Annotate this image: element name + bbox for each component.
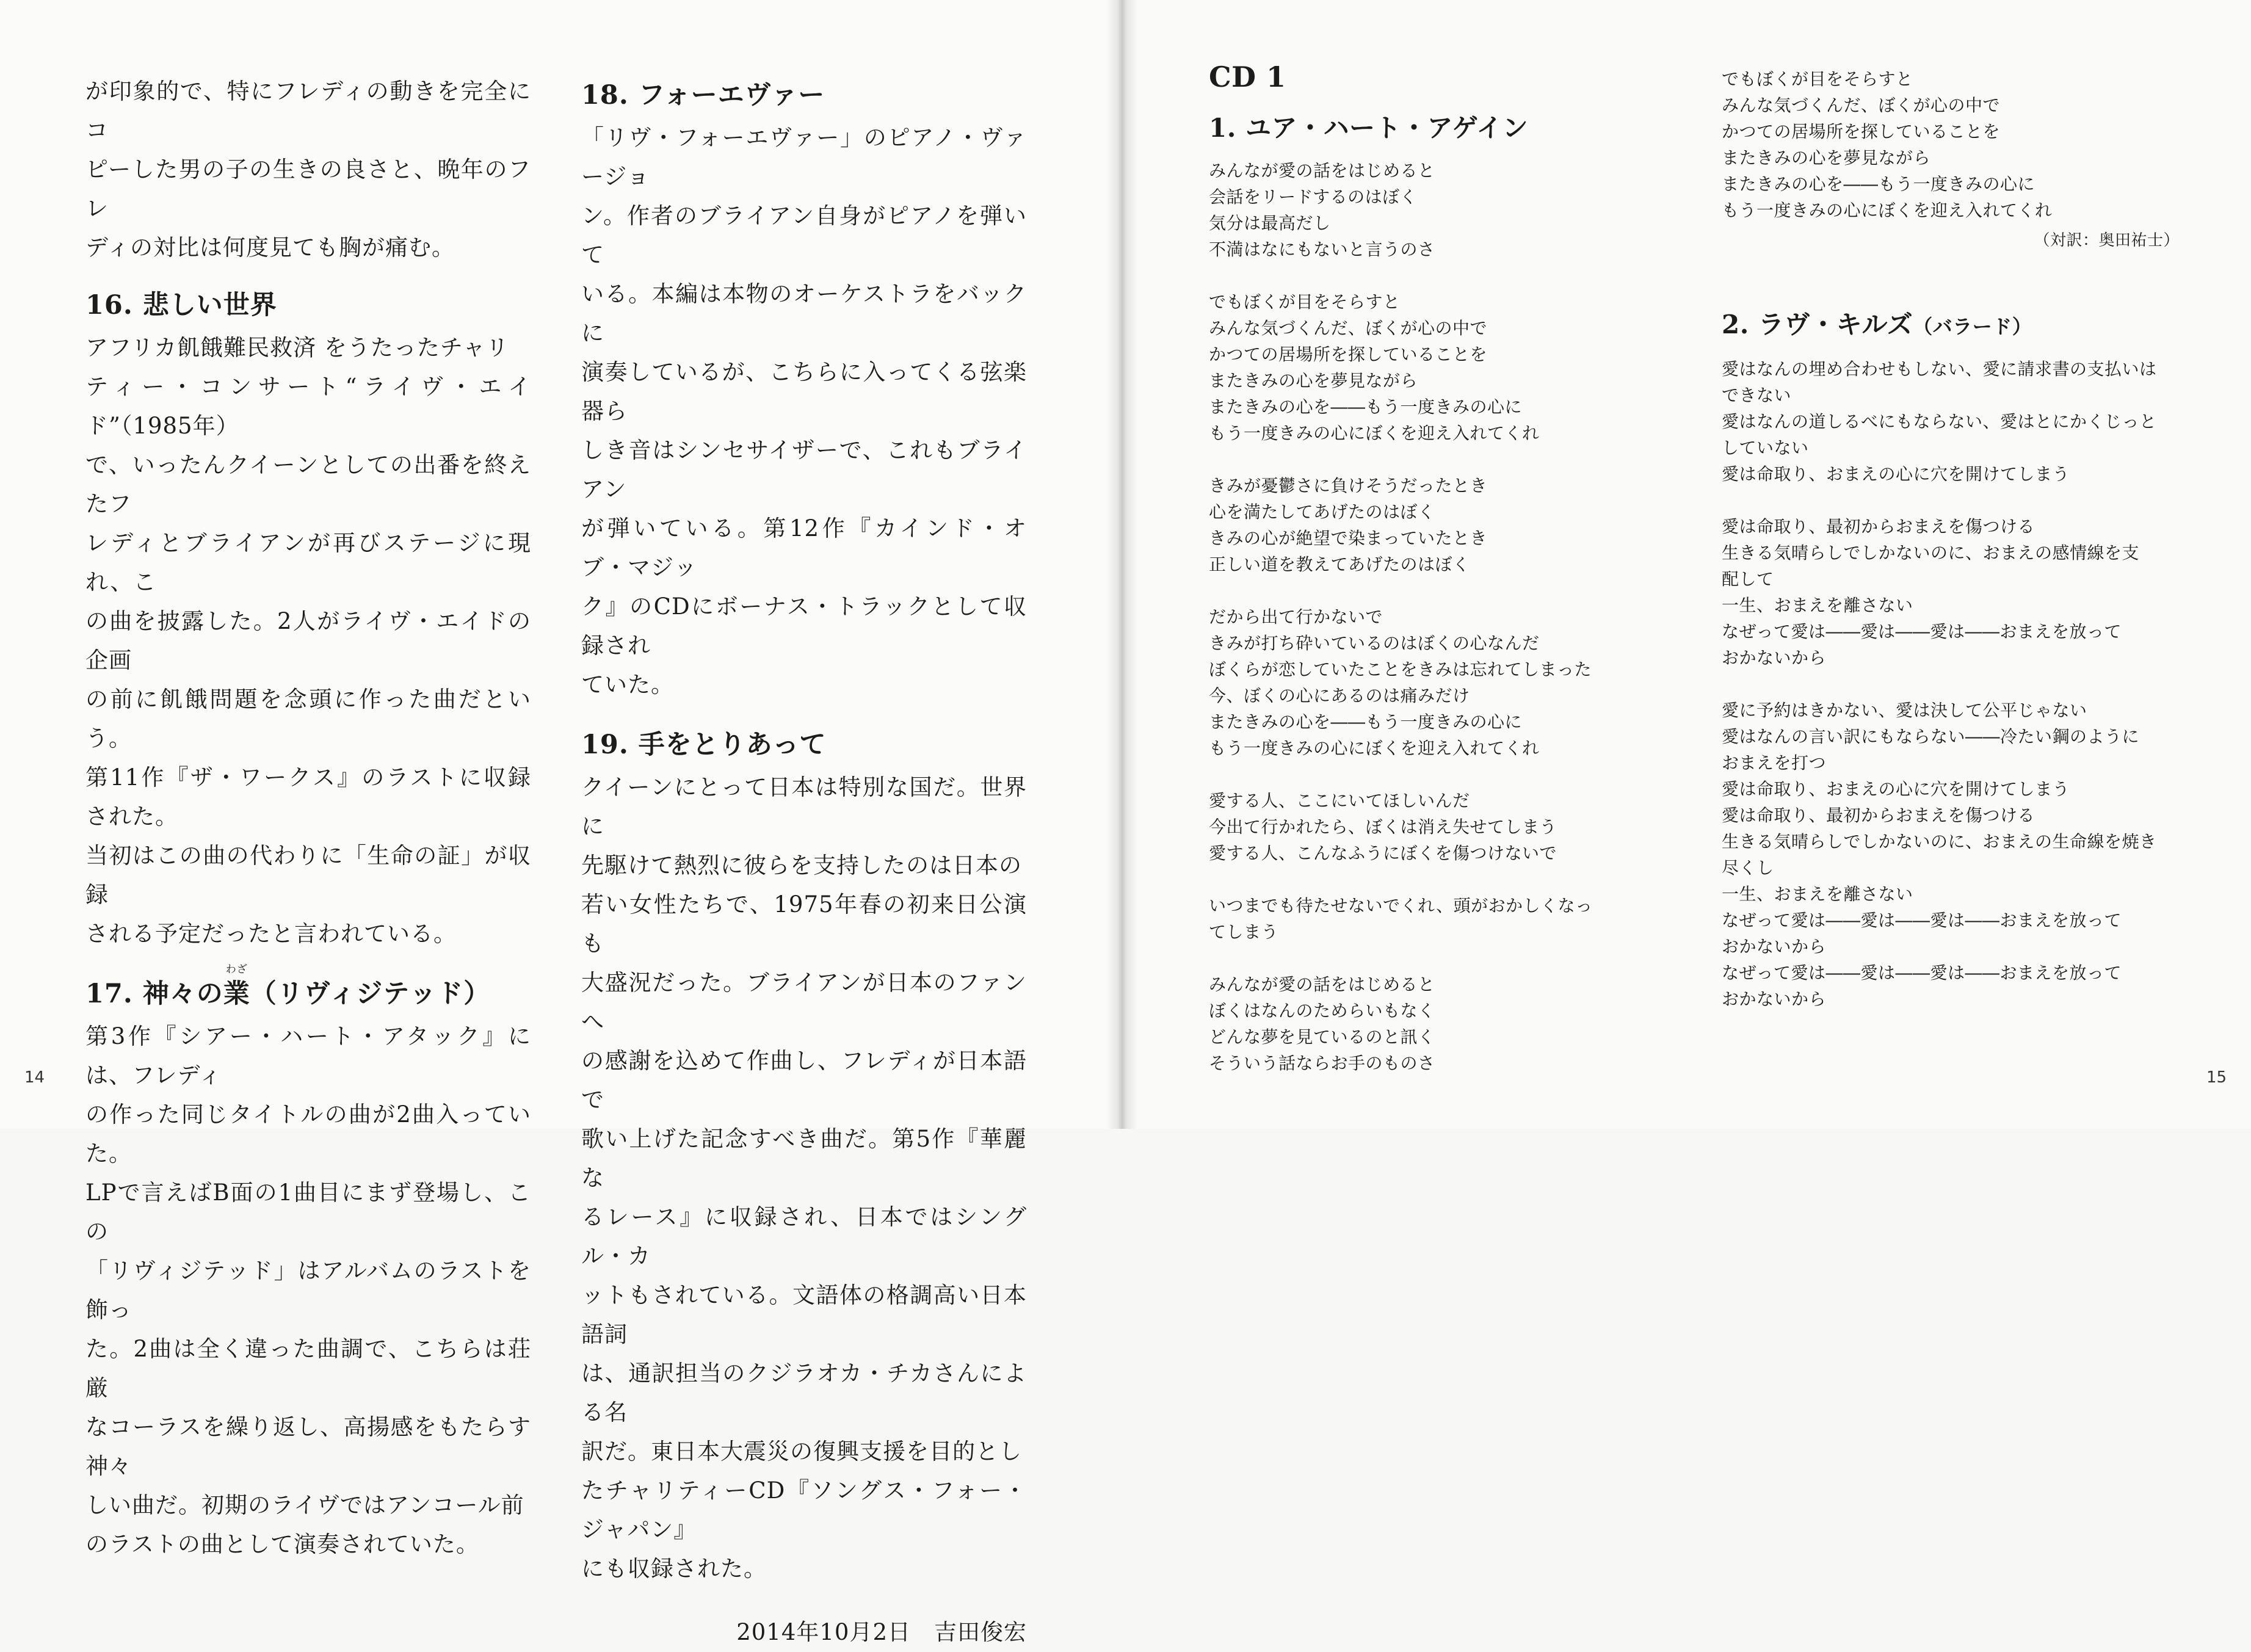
left-column-1 [85,72,531,1564]
right-page [1122,0,2251,1129]
ruby-base: 業 [223,979,250,1009]
section-18-body: 「リヴ・フォーエヴァー」のピアノ・ヴァージョ ン。作者のブライアン自身がピアノを弾いて いる。本編は本物のオーケストラをバックに 演奏しているが、こちらに入ってくる弦楽器ら しき音はシンセサイザーで、これもブライアン が弾いている。第12作『カインド・オブ・マジッ ク』のCDにボーナス・トラックとして収録され ていた。 [581,125,1027,698]
song1-stanza-1: みんなが愛の話をはじめると 会話をリードするのはぼく 気分は最高だし 不満はなにもないと言うのさ [1209,161,1435,259]
section-17-title [85,963,531,1013]
section-17-title-suffix: （リヴィジテッド） [250,979,491,1009]
book-gutter [1106,0,1138,1129]
signature-date-author: 2014年10月2日 吉田俊宏 [736,1619,1027,1645]
translator-credit: （対訳：奥田祐士） [2034,231,2180,250]
section-17-title-ruby [223,963,250,1013]
left-column-2 [581,76,1027,1652]
ruby-annotation: わざ [225,963,248,976]
song1-stanza-3: きみが憂鬱さに負けそうだったとき 心を満たしてあげたのはぼく きみの心が絶望で染まっていたとき 正しい道を教えてあげたのはぼく [1209,476,1488,574]
song2-title [1722,306,2180,345]
song2-title-suffix: （バラード） [1913,315,2032,338]
section-19-title: 19. 手をとりあって [581,730,827,760]
song1-column [1209,59,1606,1076]
page-number-left: 14 [24,1068,45,1087]
section-16-body: アフリカ飢餓難民救済 をうたったチャリ ティー・コンサート“ライヴ・エイド”（1985年） で、いったんクイーンとしての出番を終えたフ レディとブライアンが再びステージに現れ、こ の曲を披露した。2人がライヴ・エイドの企画 の前に飢餓問題を念頭に作った曲だという。 第11作『ザ・ワークス』のラストに収録された。 当初はこの曲の代わりに「生命の証」が収録 される予定だったと言われている。 [85,335,531,947]
song2-column [1722,66,2180,1012]
song1-stanza-6: いつまでも待たせないでくれ、頭がおかしくなってしまう [1209,896,1593,942]
song1-stanza-7: みんなが愛の話をはじめると ぼくはなんのためらいもなく どんな夢を見ているのと訊く そういう話ならお手のものさ [1209,974,1435,1073]
section-19-body: クイーンにとって日本は特別な国だ。世界に 先駆けて熱烈に彼らを支持したのは日本の 若い女性たちで、1975年春の初来日公演も 大盛況だった。ブライアンが日本のファンへ の感謝を込めて作曲し、フレディが日本語で 歌い上げた記念すべき曲だ。第5作『華麗な るレース』に収録され、日本ではシングル・カ ットもされている。文語体の格調高い日本語詞 は、通訳担当のクジラオカ・チカさんによる名 訳だ。東日本大震災の復興支援を目的とし たチャリティーCD『ソングス・フォー・ジャパン』 にも収録された。 [581,774,1027,1582]
section-17-title-prefix: 17. 神々の [85,979,223,1009]
left-page [0,0,1122,1645]
section-17-body: 第3作『シアー・ハート・アタック』には、フレディ の作った同じタイトルの曲が2曲入っていた。 LPで言えばB面の1曲目にまず登場し、この 「リヴィジテッド」はアルバムのラストを飾っ た。2曲は全く違った曲調で、こちらは荘厳 なコーラスを繰り返し、高揚感をもたらす神々 しい曲だ。初期のライヴではアンコール前 のラストの曲として演奏されていた。 [85,1023,531,1557]
song2-stanza-3: 愛に予約はきかない、愛は決して公平じゃない 愛はなんの言い訳にもならない――冷たい鋼のように おまえを打つ 愛は命取り、おまえの心に穴を開けてしまう 愛は命取り、最初からおまえを傷つける 生きる気晴らしでしかないのに、おまえの生命線を焼き 尽くし 一生、おまえを離さない なぜって愛は――愛は――愛は――おまえを放って おかないから なぜって愛は――愛は――愛は――おまえを放って おかないから [1722,700,2157,1009]
song1-title: 1. ユア・ハート・アゲイン [1209,113,1529,143]
song2-stanza-2: 愛は命取り、最初からおまえを傷つける 生きる気晴らしでしかないのに、おまえの感情線を支 配して 一生、おまえを離さない なぜって愛は――愛は――愛は――おまえを放って おかないから [1722,516,2140,668]
section-16-title: 16. 悲しい世界 [85,290,277,321]
song2-stanza-1: 愛はなんの埋め合わせもしない、愛に請求書の支払いは できない 愛はなんの道しるべにもならない、愛はとにかくじっと していない 愛は命取り、おまえの心に穴を開けてしまう [1722,359,2157,484]
song1-stanza-2: でもぼくが目をそらすと みんな気づくんだ、ぼくが心の中で かつての居場所を探していることを またきみの心を夢見ながら またきみの心を――もう一度きみの心に もう一度きみの心にぼくを迎え入れてくれ [1209,292,1540,443]
song1-stanza-5: 愛する人、ここにいてほしいんだ 今出て行かれたら、ぼくは消え失せてしまう 愛する人、こんなふうにぼくを傷つけないで [1209,791,1557,863]
song1-stanza-4: だから出て行かないで きみが打ち砕いているのはぼくの心なんだ ぼくらが恋していたことをきみは忘れてしまった 今、ぼくの心にあるのは痛みだけ またきみの心を――もう一度きみの心に もう一度きみの心にぼくを迎え入れてくれ [1209,607,1592,758]
song1-continuation: でもぼくが目をそらすと みんな気づくんだ、ぼくが心の中で かつての居場所を探していることを またきみの心を夢見ながら またきみの心を――もう一度きみの心に もう一度きみの心にぼくを迎え入れてくれ [1722,69,2053,220]
page-number-right: 15 [2206,1068,2227,1087]
song2-title-main: 2. ラヴ・キルズ [1722,310,1913,339]
cd-label: CD 1 [1209,60,1286,93]
intro-paragraph: が印象的で、特にフレディの動きを完全にコ ピーした男の子の生きの良さと、晩年のフレ ディの対比は何度見ても胸が痛む。 [85,78,531,261]
section-18-title: 18. フォーエヴァー [581,80,825,110]
